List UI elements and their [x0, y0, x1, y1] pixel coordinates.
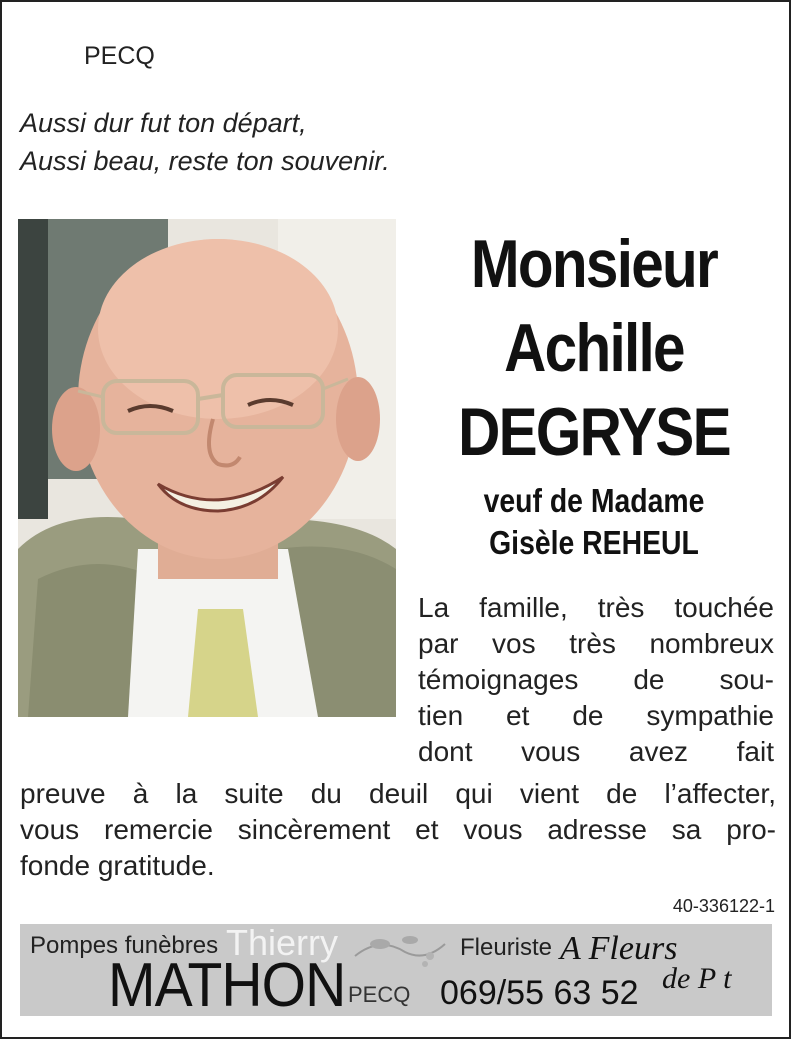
- banner-phone: 069/55 63 52: [440, 974, 639, 1012]
- message-line: preuve à la suite du deuil qui vient de l’affecter,: [20, 778, 776, 809]
- reference-number: 40-336122-1: [672, 896, 775, 916]
- widow-info: [427, 480, 761, 564]
- quote-line-1: Aussi dur fut ton départ,: [20, 108, 307, 138]
- message-line: vous remercie sincèrement et vous adresse sa pro-: [20, 814, 776, 845]
- banner-fleuriste: Fleuriste: [460, 934, 553, 961]
- message-line: témoignages de sou-: [418, 664, 774, 695]
- banner-de-pot: de P t: [662, 962, 732, 995]
- message-line: dont vous avez fait: [418, 736, 774, 767]
- message-line: tien et de sympathie: [418, 700, 774, 731]
- widow-line-2: Gisèle REHEUL: [489, 524, 699, 561]
- message-line: par vos très nombreux: [418, 628, 774, 659]
- memorial-quote: [20, 104, 390, 180]
- flower-ornament-icon: [350, 926, 450, 977]
- widow-line-1: veuf de Madame: [483, 482, 705, 519]
- banner-mathon: MATHON: [108, 951, 346, 1020]
- banner-thierry: Thierry: [226, 922, 339, 963]
- thank-you-message-top: [418, 590, 774, 770]
- message-line: La famille, très touchée: [418, 592, 774, 623]
- thank-you-message-bottom: [20, 776, 776, 884]
- message-line: fonde gratitude.: [20, 850, 215, 881]
- deceased-title: Monsieur: [470, 226, 718, 302]
- deceased-first-name: Achille: [504, 310, 684, 386]
- banner-pompes-funebres: Pompes funèbres: [30, 932, 219, 959]
- banner-pecq: PECQ: [348, 982, 411, 1007]
- quote-line-2: Aussi beau, reste ton souvenir.: [20, 146, 390, 176]
- banner-a-fleurs: A Fleurs: [560, 930, 678, 967]
- funeral-home-banner: [20, 922, 772, 1020]
- portrait-photo: [18, 219, 396, 717]
- deceased-last-name: DEGRYSE: [458, 394, 730, 470]
- location-label: PECQ: [84, 42, 155, 70]
- deceased-name: [400, 222, 788, 474]
